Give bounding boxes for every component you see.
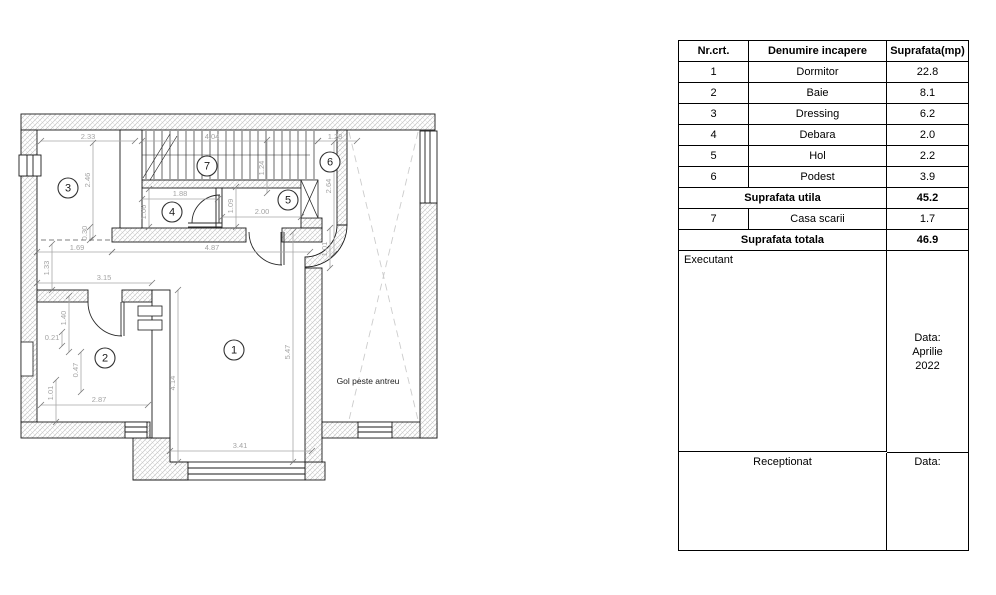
cell-room-nr: 5 [679, 146, 749, 167]
room-number: 7 [203, 160, 211, 173]
table-header-cell: Suprafata(mp) [887, 41, 969, 62]
room-number: 5 [284, 194, 292, 207]
cell-executant-data [887, 251, 969, 453]
dim-label: 2.33 [80, 132, 96, 141]
dim-label: 1.24 [257, 160, 266, 176]
cell-suprafata-totala-value: 46.9 [887, 230, 969, 251]
dim-label: 2.00 [254, 207, 270, 216]
dim-label: 1.06 [139, 204, 148, 220]
cell-room-area: 2.2 [887, 146, 969, 167]
cell-room-area: 6.2 [887, 104, 969, 125]
cell-room-area: 2.0 [887, 125, 969, 146]
door-arc-bath [88, 302, 122, 336]
dim-label: 5.47 [283, 344, 292, 360]
dim-label: 3.15 [96, 273, 112, 282]
table-header-cell: Denumire incapere [749, 41, 887, 62]
cell-room-name: Podest [749, 167, 887, 188]
room-number: 6 [326, 156, 334, 169]
radiator-fin [138, 320, 162, 330]
cell-room-name: Dormitor [749, 62, 887, 83]
cell-room-nr: 3 [679, 104, 749, 125]
cell-room-area: 8.1 [887, 83, 969, 104]
cell-room-area: 3.9 [887, 167, 969, 188]
table-header-cell: Nr.crt. [679, 41, 749, 62]
floorplan-drawing [0, 0, 470, 530]
dim-label: 3.41 [232, 441, 248, 450]
shaft [301, 180, 318, 218]
cell-room-nr: 1 [679, 62, 749, 83]
cell-suprafata-utila-value: 45.2 [887, 188, 969, 209]
dim-label: 1.69 [69, 243, 85, 252]
dim-label: 2.87 [91, 395, 107, 404]
void-label: Gol peste antreu [336, 376, 400, 386]
dim-label: 4.14 [168, 375, 177, 391]
dim-label: 4.04 [204, 132, 220, 141]
dim-label: 1.01 [320, 241, 329, 257]
doors [88, 195, 284, 336]
cell-room-nr: 7 [679, 209, 749, 230]
cell-receptionat: Receptionat [679, 453, 887, 551]
dim-label: 2.64 [324, 178, 333, 194]
dim-label: 0.21 [44, 333, 60, 342]
cell-room-name: Casa scarii [749, 209, 887, 230]
window-void-bottom [358, 422, 392, 438]
cell-suprafata-totala-label: Suprafata totala [679, 230, 887, 251]
window-left [19, 155, 41, 176]
room-number: 1 [230, 344, 238, 357]
radiator-fin [138, 306, 162, 316]
cell-room-name: Baie [749, 83, 887, 104]
window-bath [125, 422, 147, 438]
window-right [420, 131, 437, 203]
cell-room-name: Dressing [749, 104, 887, 125]
cell-room-area: 1.7 [887, 209, 969, 230]
dim-label: 0.47 [71, 362, 80, 378]
dim-label: 1.09 [226, 198, 235, 214]
room-number: 3 [64, 182, 72, 195]
cell-room-name: Hol [749, 146, 887, 167]
cell-room-nr: 4 [679, 125, 749, 146]
dim-label: 4.87 [204, 243, 220, 252]
cell-receptionat-data: Data: [887, 453, 969, 551]
staircase [142, 130, 318, 180]
cell-room-name: Debara [749, 125, 887, 146]
dim-label: 2.46 [83, 172, 92, 188]
dim-label: 1.88 [172, 189, 188, 198]
door-arc-bedroom [249, 232, 282, 265]
room-number: 4 [168, 206, 176, 219]
dim-label: 1.28 [327, 132, 343, 141]
area-table [678, 40, 969, 551]
cell-room-area: 22.8 [887, 62, 969, 83]
window-bedroom [188, 462, 305, 480]
executant-data-line: Data: [914, 331, 941, 344]
cell-room-nr: 6 [679, 167, 749, 188]
executant-data-line: 2022 [915, 359, 940, 372]
dim-label: 1.33 [42, 260, 51, 276]
dim-label: 1.01 [46, 385, 55, 401]
cell-executant: Executant [679, 251, 887, 452]
dim-label: 1.40 [59, 310, 68, 326]
room-number: 2 [101, 352, 109, 365]
wall-niche [21, 342, 33, 376]
cell-room-nr: 2 [679, 83, 749, 104]
executant-data-line: Aprilie [912, 345, 943, 358]
dim-label: 0.30 [80, 225, 89, 241]
cell-suprafata-utila-label: Suprafata utila [679, 188, 887, 209]
